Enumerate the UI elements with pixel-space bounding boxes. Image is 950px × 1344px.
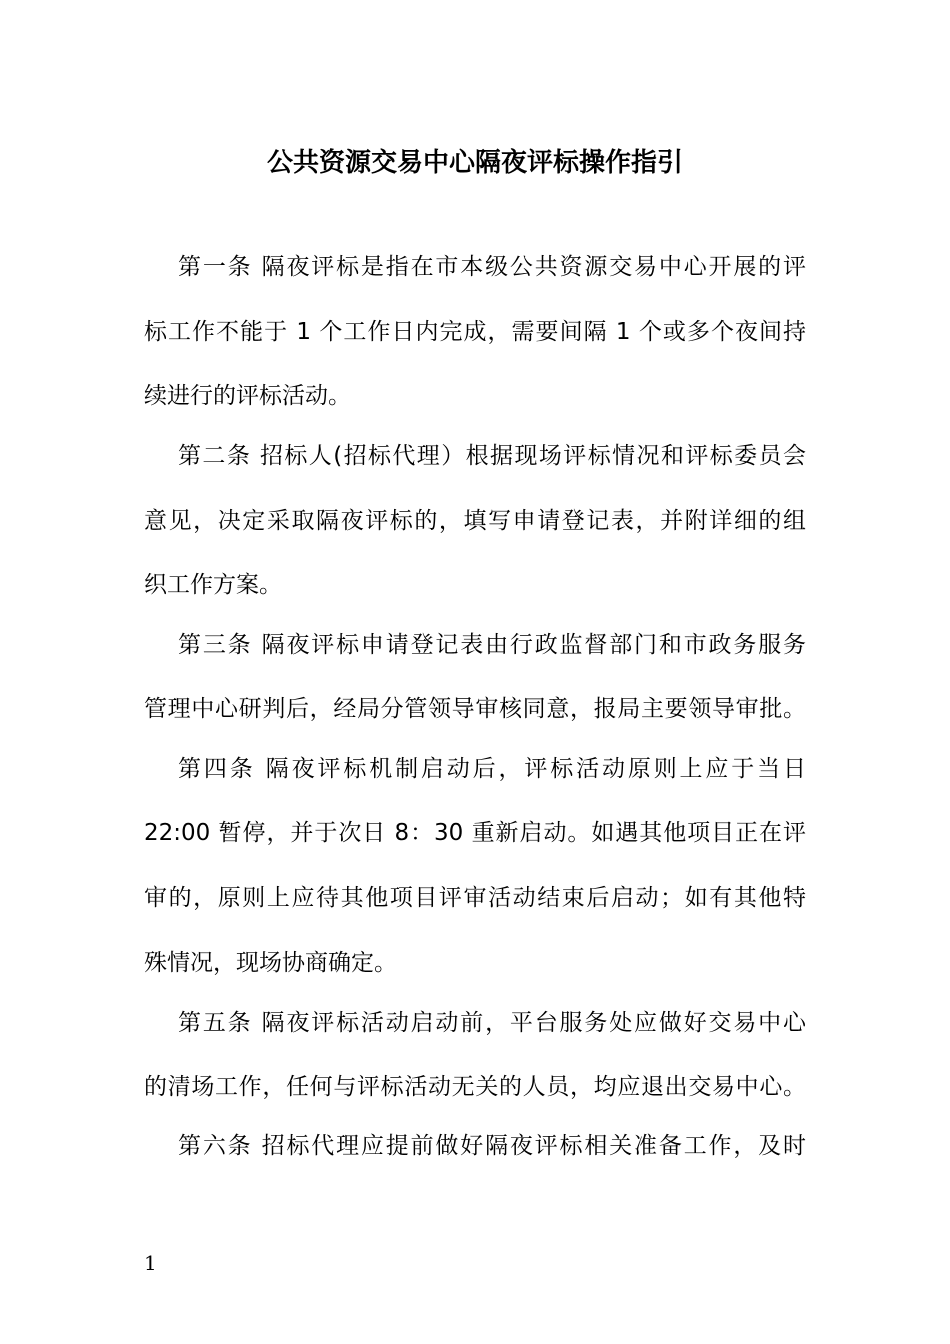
article-2-line-3: 织工作方案。 [144, 572, 282, 598]
article-1-line-3: 续进行的评标活动。 [144, 383, 351, 409]
article-1-line-1: 第一条 隔夜评标是指在市本级公共资源交易中心开展的评 [178, 254, 806, 280]
article-1-line-2: 标工作不能于 1 个工作日内完成，需要间隔 1 个或多个夜间持 [144, 319, 806, 345]
article-4-line-3: 审的，原则上应待其他项目评审活动结束后启动；如有其他特 [144, 885, 806, 911]
article-2-line-2: 意见，决定采取隔夜评标的，填写申请登记表，并附详细的组 [144, 508, 806, 534]
page-title: 公共资源交易中心隔夜评标操作指引 [266, 148, 683, 178]
article-3-line-2: 管理中心研判后，经局分管领导审核同意，报局主要领导审批。 [144, 696, 806, 722]
article-4-line-1: 第四条 隔夜评标机制启动后，评标活动原则上应于当日 [178, 756, 806, 782]
article-2-line-1: 第二条 招标人(招标代理）根据现场评标情况和评标委员会 [178, 443, 806, 469]
page-number: 1 [144, 1251, 157, 1275]
article-5-line-2: 的清场工作，任何与评标活动无关的人员，均应退出交易中心。 [144, 1074, 806, 1100]
article-4-line-2: 22:00 暂停，并于次日 8：30 重新启动。如遇其他项目正在评 [144, 820, 806, 846]
article-5-line-1: 第五条 隔夜评标活动启动前，平台服务处应做好交易中心 [178, 1010, 806, 1036]
article-6-line-1: 第六条 招标代理应提前做好隔夜评标相关准备工作，及时 [178, 1133, 806, 1159]
article-4-line-4: 殊情况，现场协商确定。 [144, 950, 397, 976]
article-3-line-1: 第三条 隔夜评标申请登记表由行政监督部门和市政务服务 [178, 632, 806, 658]
